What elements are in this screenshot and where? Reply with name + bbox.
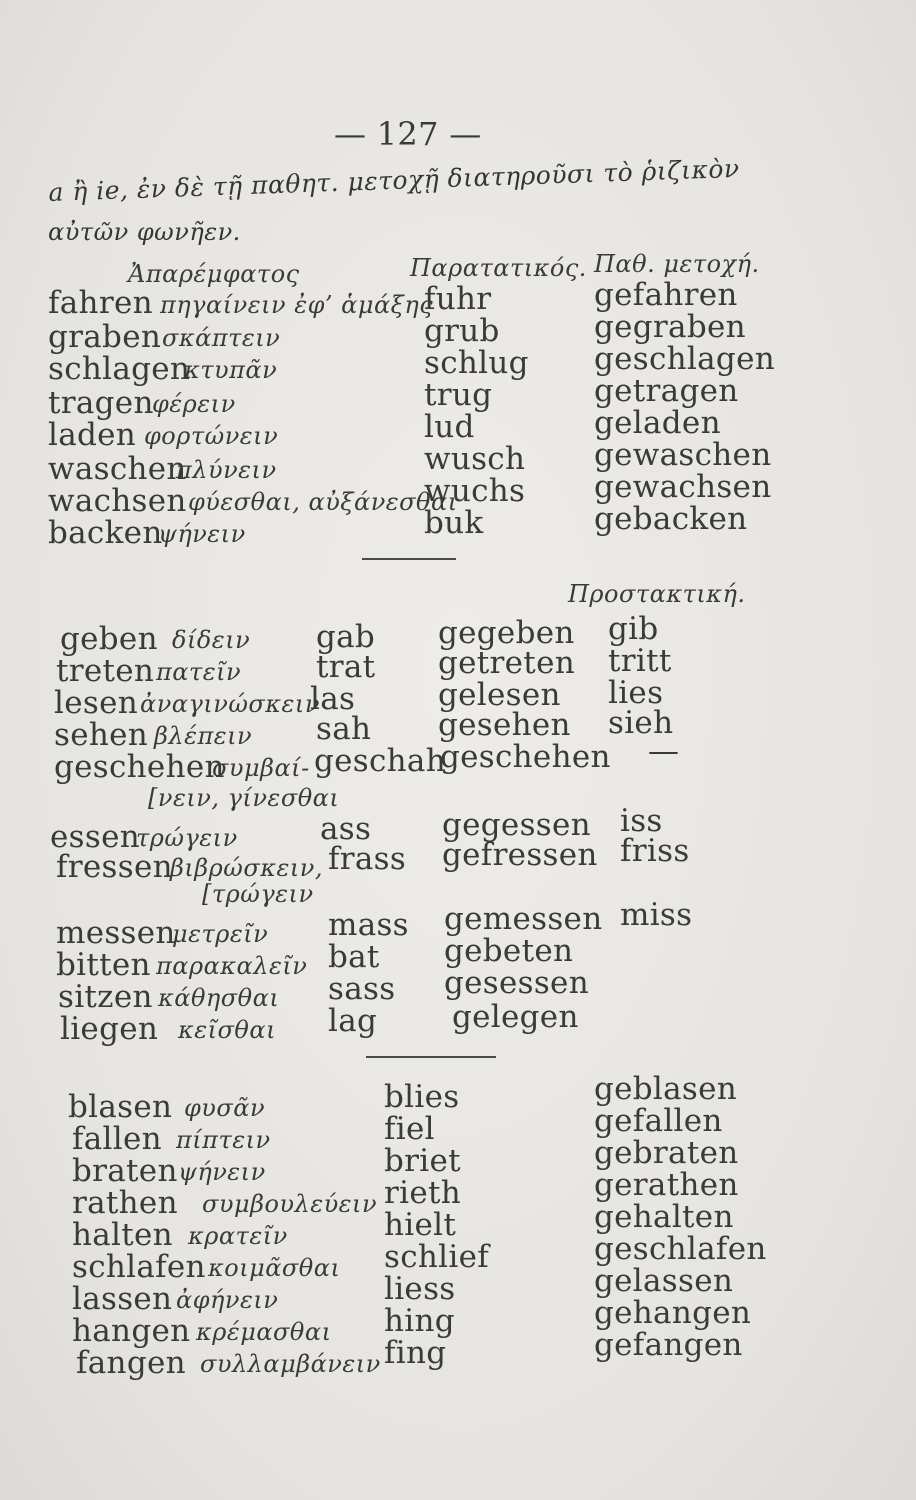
greek-meaning: φορτώνειν [144, 422, 279, 450]
greek-meaning: συλλαμβάνειν [200, 1350, 381, 1378]
verb: geschehen [54, 749, 225, 785]
greek-meaning-continued: [νειν, γίνεσθαι [148, 784, 340, 812]
past: sah [316, 711, 372, 747]
header-imperfect: Παρατατικός. [410, 254, 587, 282]
participle: geschehen [440, 739, 611, 775]
participle: gewachsen [594, 469, 772, 505]
section-divider [366, 1056, 496, 1058]
verb: halten [72, 1217, 173, 1253]
past: trug [424, 377, 493, 413]
participle: geschlafen [594, 1231, 767, 1267]
past: hielt [384, 1207, 457, 1243]
verb: backen [48, 515, 163, 551]
greek-meaning: κρατεῖν [188, 1222, 288, 1250]
page-number: — 127 — [334, 115, 482, 153]
past: schlief [384, 1239, 489, 1275]
greek-meaning: παρακαλεῖν [156, 952, 308, 980]
greek-meaning: ψήνειν [158, 520, 246, 548]
verb: wachsen [48, 483, 187, 519]
verb: essen [50, 819, 140, 855]
verb: liegen [60, 1011, 159, 1047]
verb: fressen [56, 849, 173, 885]
participle: gefallen [594, 1103, 723, 1139]
participle: gebeten [444, 933, 574, 969]
header-imperative: Προστακτική. [568, 580, 746, 608]
participle: gerathen [594, 1167, 739, 1203]
greek-meaning: κρέμασθαι [196, 1318, 332, 1346]
verb: bitten [56, 947, 151, 983]
imperative: friss [620, 833, 690, 869]
verb: treten [56, 653, 155, 689]
greek-meaning-continued: [τρώγειν [202, 880, 314, 908]
participle: gehangen [594, 1295, 752, 1331]
imperative: iss [620, 803, 663, 839]
past: sass [328, 971, 396, 1007]
verb: fallen [72, 1121, 162, 1157]
verb: schlafen [72, 1249, 206, 1285]
verb: graben [48, 319, 162, 355]
participle: getreten [438, 645, 575, 681]
greek-meaning: πατεῖν [156, 658, 242, 686]
greek-meaning: ἀναγινώσκειν [140, 690, 320, 718]
greek-meaning: ἀφήνειν [176, 1286, 279, 1314]
header-passive-participle: Παθ. μετοχή. [594, 250, 760, 278]
participle: gewaschen [594, 437, 772, 473]
greek-meaning: ψήνειν [178, 1158, 266, 1186]
participle: geladen [594, 405, 721, 441]
past: lag [328, 1003, 378, 1039]
imperative: sieh [608, 705, 674, 741]
participle: gesessen [444, 965, 589, 1001]
greek-meaning: κτυπᾶν [184, 356, 278, 384]
verb: tragen [48, 385, 154, 421]
imperative: tritt [608, 643, 672, 679]
participle: gesehen [438, 707, 571, 743]
verb: rathen [72, 1185, 178, 1221]
greek-meaning: μετρεῖν [172, 920, 269, 948]
greek-meaning: πηγαίνειν ἐφ’ ἁμάξης [160, 291, 434, 319]
past: hing [384, 1303, 455, 1339]
participle: gegessen [442, 807, 591, 843]
header-infinitive: Ἀπαρέμφατος [128, 260, 300, 288]
greek-meaning: φύεσθαι, αὐξάνεσθαι [188, 488, 458, 516]
verb: laden [48, 417, 137, 453]
past: grub [424, 313, 500, 349]
verb: hangen [72, 1313, 191, 1349]
intro-line-2: αὐτῶν φωνῆεν. [48, 218, 241, 246]
past: fing [384, 1335, 447, 1371]
verb: fangen [76, 1345, 186, 1381]
greek-meaning: σκάπτειν [162, 324, 281, 352]
past: frass [328, 841, 407, 877]
imperative: miss [620, 897, 693, 933]
past: mass [328, 907, 409, 943]
greek-meaning: τρώγειν [136, 824, 238, 852]
greek-meaning: κάθησθαι [158, 984, 280, 1012]
verb: fahren [48, 285, 153, 321]
past: wusch [424, 441, 526, 477]
greek-meaning: φυσᾶν [184, 1094, 266, 1122]
past: las [310, 681, 356, 717]
past: bat [328, 939, 380, 975]
verb: geben [60, 621, 158, 657]
past: schlug [424, 345, 529, 381]
past: ass [320, 811, 372, 847]
participle: gelesen [438, 677, 561, 713]
greek-meaning: συμβουλεύειν [202, 1190, 378, 1218]
past: briet [384, 1143, 461, 1179]
intro-line-1: a ἢ ie, ἐν δὲ τῇ παθητ. μετοχῇ διατηροῦσι τὸ ῥιζικὸν [47, 153, 741, 207]
greek-meaning: δίδειν [172, 626, 251, 654]
participle: gelegen [452, 999, 579, 1035]
participle: gefangen [594, 1327, 743, 1363]
participle: gelassen [594, 1263, 734, 1299]
verb: lesen [54, 685, 138, 721]
past: fuhr [424, 281, 492, 317]
verb: waschen [48, 451, 187, 487]
past: wuchs [424, 473, 526, 509]
past: blies [384, 1079, 460, 1115]
greek-meaning: κεῖσθαι [178, 1016, 276, 1044]
verb: braten [72, 1153, 178, 1189]
section-divider [362, 558, 456, 560]
greek-meaning: πλύνειν [176, 456, 277, 484]
past: fiel [384, 1111, 435, 1147]
imperative: — [648, 733, 680, 769]
greek-meaning: πίπτειν [176, 1126, 271, 1154]
verb: blasen [68, 1089, 173, 1125]
past: geschah [314, 743, 446, 779]
participle: gefahren [594, 277, 738, 313]
imperative: gib [608, 611, 659, 647]
participle: gehalten [594, 1199, 734, 1235]
participle: gebacken [594, 501, 748, 537]
participle: gegraben [594, 309, 746, 345]
verb: sehen [54, 717, 149, 753]
participle: getragen [594, 373, 739, 409]
past: rieth [384, 1175, 462, 1211]
greek-meaning: κοιμᾶσθαι [208, 1254, 341, 1282]
verb: schlagen [48, 351, 191, 387]
past: liess [384, 1271, 456, 1307]
imperative: lies [608, 675, 664, 711]
greek-meaning: συμβαί- [212, 754, 310, 782]
greek-meaning: φέρειν [152, 390, 236, 418]
past: buk [424, 505, 484, 541]
verb: messen [56, 915, 176, 951]
past: gab [316, 619, 376, 655]
past: trat [316, 649, 376, 685]
past: lud [424, 409, 475, 445]
verb: lassen [72, 1281, 173, 1317]
participle: gefressen [442, 837, 598, 873]
participle: gebraten [594, 1135, 739, 1171]
participle: geblasen [594, 1071, 738, 1107]
participle: geschlagen [594, 341, 775, 377]
greek-meaning: βιβρώσκειν, [170, 854, 323, 882]
verb: sitzen [58, 979, 153, 1015]
participle: gemessen [444, 901, 603, 937]
greek-meaning: βλέπειν [154, 722, 253, 750]
participle: gegeben [438, 615, 575, 651]
